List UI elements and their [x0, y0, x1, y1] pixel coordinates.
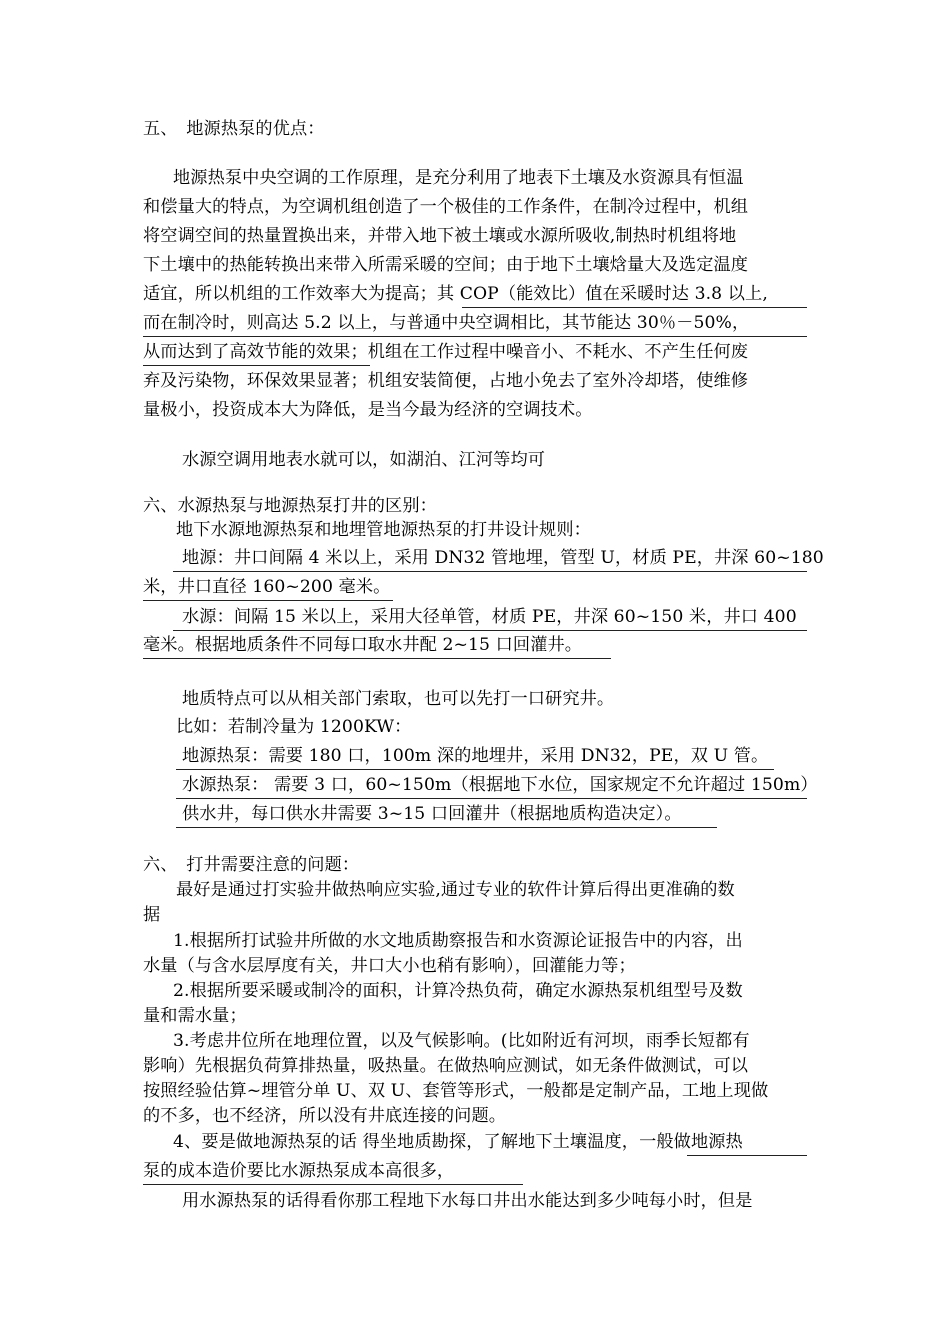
intro-line: 据: [143, 905, 161, 925]
last-line: 用水源热泵的话得看你那工程地下水每口井出水能达到多少吨每小时，但是: [182, 1191, 753, 1211]
geo-line: 地质特点可以从相关部门索取，也可以先打一口研究井。: [182, 689, 615, 709]
wshp-line: 供水井，每口供水井需要 3~15 口回灌井（根据地质构造决定）。: [182, 804, 682, 824]
item-line: 1.根据所打试验井所做的水文地质勘察报告和水资源论证报告中的内容，出: [173, 931, 743, 951]
example-line: 比如：若制冷量为 1200KW：: [176, 717, 412, 737]
paragraph-line: 地源热泵中央空调的工作原理，是充分利用了地表下土壤及水资源具有恒温: [173, 168, 744, 188]
underline: [143, 336, 807, 337]
paragraph-line: 而在制冷时，则高达 5.2 以上，与普通中央空调相比，其节能达 30％－50%，: [143, 313, 750, 333]
rule-line: 地下水源地源热泵和地埋管地源热泵的打井设计规则：: [176, 520, 591, 540]
item-line: 水量（与含水层厚度有关，井口大小也稍有影响），回灌能力等；: [143, 956, 636, 976]
paragraph-line: 弃及污染物，环保效果显著；机组安装简便，占地小免去了室外冷却塔，使维修: [143, 371, 749, 391]
paragraph-line: 量极小，投资成本大为降低，是当今最为经济的空调技术。: [143, 400, 593, 420]
item-line: 3.考虑井位所在地理位置，以及气候影响。(比如附近有河坝，雨季长短都有: [173, 1031, 750, 1051]
underline: [176, 769, 774, 770]
item-line: 2.根据所要采暖或制冷的面积，计算冷热负荷，确定水源热泵机组型号及数: [173, 981, 743, 1001]
ground-source-line: 米，井口直径 160~200 毫米。: [143, 577, 391, 597]
paragraph-line: 适宜，所以机组的工作效率大为提高；其 COP（能效比）值在采暖时达 3.8 以上,: [143, 284, 768, 304]
underline: [173, 630, 807, 631]
item-line: 4、要是做地源热泵的话 得坐地质勘探，了解地下土壤温度，一般做地源热: [173, 1132, 743, 1152]
paragraph-line: 从而达到了高效节能的效果；机组在工作过程中噪音小、不耗水、不产生任何废: [143, 342, 749, 362]
water-source-line: 水源：间隔 15 米以上，采用大径单管，材质 PE，井深 60~150 米，井口 400: [182, 607, 797, 627]
water-source-line: 毫米。根据地质条件不同每口取水井配 2~15 口回灌井。: [143, 635, 583, 655]
underline: [173, 571, 807, 572]
gshp-line: 地源热泵：需要 180 口，100m 深的地埋井，采用 DN32，PE，双 U 管。: [182, 746, 769, 766]
note-line: 水源空调用地表水就可以，如湖泊、江河等均可: [182, 450, 546, 470]
item-line: 泵的成本造价要比水源热泵成本高很多，: [143, 1161, 455, 1181]
wshp-line: 水源热泵： 需要 3 口，60~150m（根据地下水位，国家规定不允许超过 150m）: [182, 775, 818, 795]
item-line: 量和需水量；: [143, 1006, 247, 1026]
section-heading: 六、 打井需要注意的问题：: [143, 855, 360, 875]
paragraph-line: 下土壤中的热能转换出来带入所需采暖的空间；由于地下土壤焓量大及选定温度: [143, 255, 749, 275]
section-heading: 六、水源热泵与地源热泵打井的区别：: [143, 496, 437, 516]
item-line: 按照经验估算~埋管分单 U、双 U、套管等形式，一般都是定制产品，工地上现做: [143, 1081, 769, 1101]
section-heading: 五、 地源热泵的优点：: [143, 119, 325, 139]
item-line: 的不多，也不经济，所以没有井底连接的问题。: [143, 1106, 507, 1126]
intro-line: 最好是通过打实验井做热响应实验,通过专业的软件计算后得出更准确的数: [176, 880, 735, 900]
underline: [143, 600, 393, 601]
underline: [176, 827, 717, 828]
paragraph-line: 和偿量大的特点，为空调机组创造了一个极佳的工作条件，在制冷过程中，机组: [143, 197, 749, 217]
underline: [143, 658, 611, 659]
underline: [143, 1184, 523, 1185]
paragraph-line: 将空调空间的热量置换出来，并带入地下被土壤或水源所吸收,制热时机组将地: [143, 226, 737, 246]
underline: [176, 798, 807, 799]
underline: [687, 1155, 807, 1156]
ground-source-line: 地源：井口间隔 4 米以上，采用 DN32 管地埋，管型 U，材质 PE，井深 60~180: [182, 548, 824, 568]
item-line: 影响）先根据负荷算排热量，吸热量。在做热响应测试，如无条件做测试，可以: [143, 1056, 749, 1076]
underline: [143, 365, 370, 366]
underline: [462, 307, 807, 308]
